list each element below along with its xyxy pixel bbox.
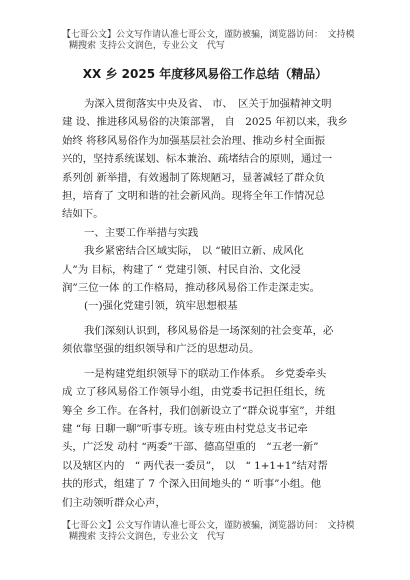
text-line: 建 设、推进移风易俗的决策部署， 自 2025 年初以来，我乡	[62, 116, 348, 129]
text-line: 我们深刻认识到，移风易俗是一场深刻的社会变革，必	[84, 324, 334, 337]
section-heading: 一、主要工作举措与实践	[84, 226, 199, 239]
text-line: 为深入贯彻落实中央及省、 市、 区关于加强精神文明	[84, 98, 332, 110]
page-footer-watermark	[62, 521, 380, 543]
subsection-heading: (一)强化党建引领，筑牢思想根基	[84, 300, 238, 313]
text-line: 筹全 乡工作。在各村，我们创新设立了“群众说事室”，并组	[62, 404, 336, 417]
footer-line-1: 【七哥公文】公文写作请认准七哥公文，谨防被骗，浏览器访问： 文持模	[62, 521, 355, 531]
text-line: 担，培育了 文明和谐的社会新风尚。现将全年工作情况总	[62, 190, 326, 203]
header-line-1: 【七哥公文】公文写作请认准七哥公文，谨防被骗，浏览器访问： 文持模	[62, 30, 355, 40]
text-line: 结如下。	[62, 208, 104, 221]
page-header-watermark	[62, 30, 380, 52]
text-line: 我乡紧密结合区域实际， 以 “破旧立新、成风化	[84, 245, 304, 258]
text-line: 系列创 新举措，有效遏制了陈规陋习，显著减轻了群众负	[62, 171, 326, 184]
text-line: 一是构建党组织领导下的联动工作体系。 乡党委牵头	[84, 367, 327, 380]
document-body	[62, 95, 356, 512]
text-line: 以及辖区内的 “ 两代表一委员”， 以 “ 1+1+1”结对帮	[62, 459, 328, 472]
text-line: 始终 将移风易俗作为加强基层社会治理、推动乡村全面振	[62, 134, 326, 147]
header-line-2: 糊搜索 支持公文润色，专业公文 代写	[69, 41, 225, 51]
text-line: 扶的形式，组建了 7 个深入田间地头的 “ 听事”小组。他	[62, 478, 322, 491]
text-line: 人”为 目标，构建了 “ 党建引领、村民自治、文化浸	[62, 263, 301, 276]
text-line: 建 “每 日聊一聊”听事专班。该专班由村党总支书记牵	[62, 422, 308, 435]
footer-line-2: 糊搜索 支持公文润色，专业公文 代写	[69, 532, 225, 542]
text-line: 成 立了移风易俗工作领导小组，由党委书记担任组长，统	[62, 386, 326, 399]
text-line: 头，广泛发 动村 “两委”干部、德高望重的 “五老一新”	[62, 441, 319, 454]
text-line: 们主动领听群众心声，	[62, 496, 166, 509]
text-line: 兴的，坚持系统谋划、标本兼治、疏堵结合的原则，通过一	[62, 153, 333, 166]
document-title: XX 乡 2025 年度移风易俗工作总结（精品）	[82, 67, 328, 81]
text-line: 须依靠坚强的组织领导和广泛的思想动员。	[62, 343, 260, 356]
text-line: 润”三位一体 的工作格局，推动移风易俗工作走深走实。	[62, 282, 320, 295]
